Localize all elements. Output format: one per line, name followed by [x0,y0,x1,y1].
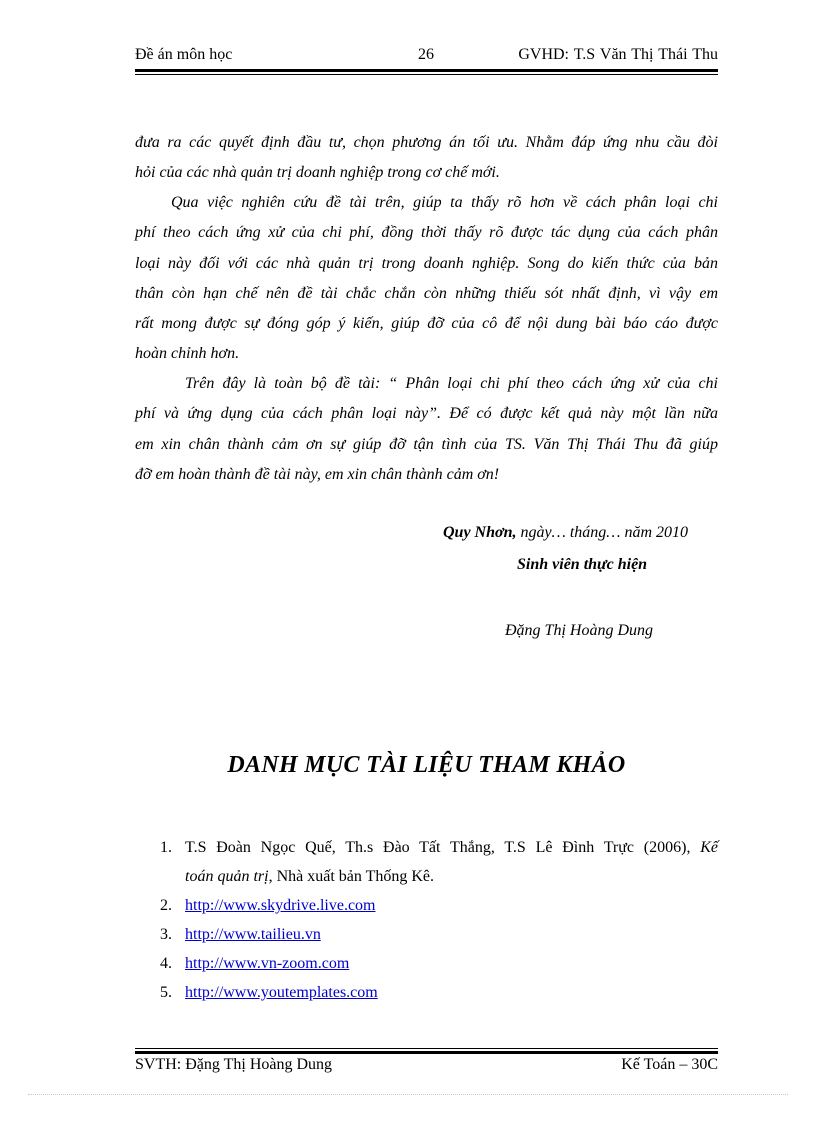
footer-rule-thin [135,1048,718,1049]
text-line: loại này đối với các nhà quản trị trong doanh nghiệp. Song do kiến thức của bản [135,254,718,272]
reference-number: 1. [160,839,172,856]
references-heading: DANH MỤC TÀI LIỆU THAM KHẢO [227,752,626,778]
footer-class: Kế Toán – 30C [621,1056,718,1073]
footer-rule-thick [135,1051,718,1054]
page-header [135,46,718,68]
paragraph-continuation [135,128,718,189]
reference-line [185,833,718,862]
reference-authors: T.S Đoàn Ngọc Quế, Th.s Đào Tất Thắng, T.S Lê Đình Trực (2006), [185,839,691,856]
reference-item [135,978,718,1007]
signature-date [443,524,688,542]
page-edge-dotted-line [28,1094,788,1095]
signature-place: Quy Nhơn, [443,524,517,541]
reference-link[interactable]: http://www.tailieu.vn [185,926,321,943]
signature-date-text: ngày… tháng… năm 2010 [516,524,689,541]
reference-number: 2. [160,897,172,914]
paragraph-conclusion [135,188,718,370]
text-line: hỏi của các nhà quản trị doanh nghiệp trong cơ chế mới. [135,164,500,182]
header-supervisor: GVHD: T.S Văn Thị Thái Thu [518,46,718,63]
references-list [135,833,718,1007]
reference-line [185,868,434,885]
paragraph-thanks [135,369,718,490]
text-line: Qua việc nghiên cứu đề tài trên, giúp ta thấy rõ hơn về cách phân loại chi [171,194,718,211]
reference-item [135,949,718,978]
text-line: đỡ em hoàn thành đề tài này, em xin chân thành cảm ơn! [135,465,500,483]
text-line: đưa ra các quyết định đầu tư, chọn phương án tối ưu. Nhằm đáp ứng nhu cầu đòi [135,134,718,151]
reference-text [185,833,718,891]
text-line: phí theo cách ứng xử của chi phí, đồng thời thấy rõ được tác dụng của cách phân [135,224,718,242]
reference-number: 5. [160,984,172,1001]
reference-number: 3. [160,926,172,943]
signature-name: Đặng Thị Hoàng Dung [505,622,654,639]
header-page-number: 26 [418,46,434,63]
reference-title-part: toán quản trị [185,868,269,885]
page-footer [135,1056,718,1078]
header-rule-thick [135,69,718,72]
reference-link[interactable]: http://www.vn-zoom.com [185,955,350,972]
reference-link[interactable]: http://www.youtemplates.com [185,984,378,1001]
reference-item [135,833,718,891]
text-line: hoàn chỉnh hơn. [135,345,240,363]
header-course-label: Đề án môn học [135,46,233,63]
footer-student: SVTH: Đặng Thị Hoàng Dung [135,1056,333,1073]
text-line: thân còn hạn chế nên đề tài chắc chắn còn những thiếu sót nhất định, vì vậy em [135,284,718,302]
reference-publisher: , Nhà xuất bản Thống Kê. [268,868,435,885]
signature-role: Sinh viên thực hiện [517,556,648,573]
reference-number: 4. [160,955,172,972]
reference-title-part: Kế [700,839,719,856]
text-line: rất mong được sự đóng góp ý kiến, giúp đỡ của cô để nội dung bài báo cáo được [135,315,718,333]
reference-item [135,891,718,920]
reference-link[interactable]: http://www.skydrive.live.com [185,897,376,914]
text-line: phí và ứng dụng của cách phân loại này”. Để có được kết quả này một lần nữa [135,405,718,423]
header-rule-thin [135,74,718,75]
reference-item [135,920,718,949]
text-line: Trên đây là toàn bộ đề tài: “ Phân loại chi phí theo cách ứng xử của chi [185,375,718,392]
text-line: em xin chân thành cảm ơn sự giúp đỡ tận tình của TS. Văn Thị Thái Thu đã giúp [135,435,718,453]
